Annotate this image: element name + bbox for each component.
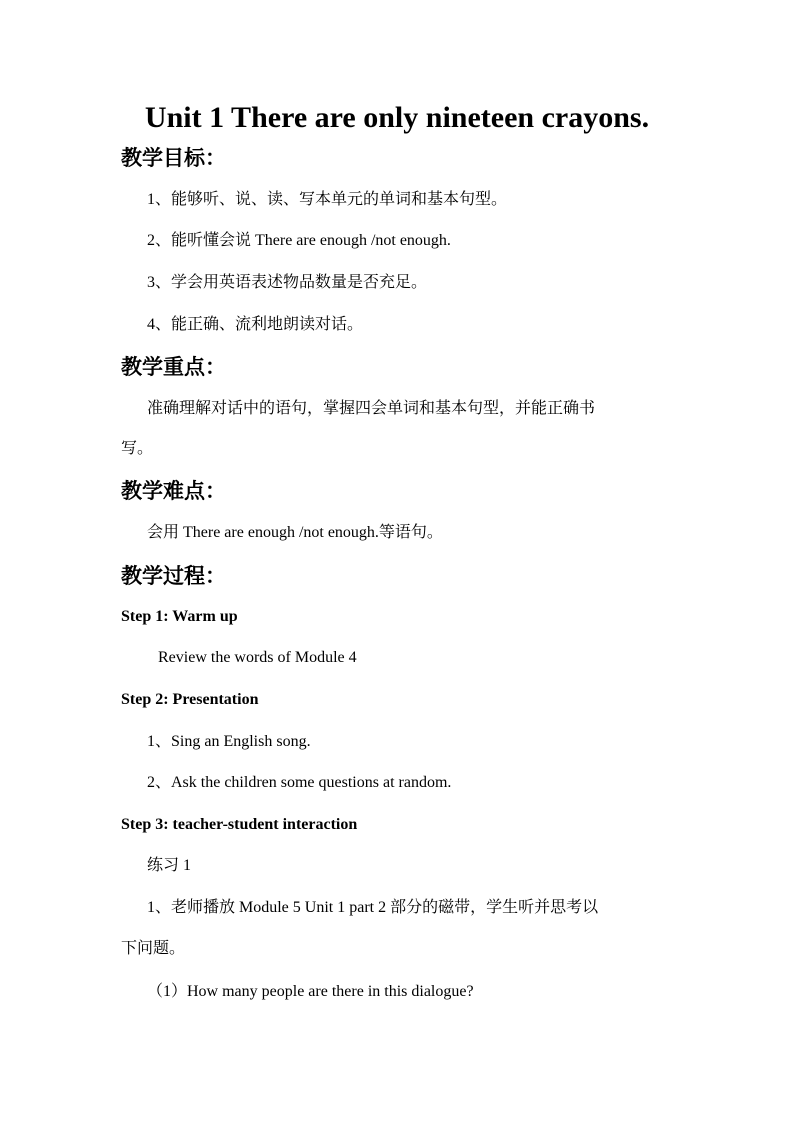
difficulties-text: 会用 There are enough /not enough.等语句。: [147, 524, 443, 541]
page-title: Unit 1 There are only nineteen crayons.: [144, 101, 650, 134]
exercise-label: 练习 1: [147, 857, 192, 874]
step1-title: Step 1: Warm up: [121, 608, 238, 625]
key-points-text-line2: 写。: [121, 440, 154, 457]
objective-item: 2、能听懂会说 There are enough /not enough.: [147, 232, 451, 249]
key-points-text-line1: 准确理解对话中的语句，掌握四会单词和基本句型，并能正确书: [147, 400, 596, 417]
step3-item1-line1: 1、老师播放 Module 5 Unit 1 part 2 部分的磁带，学生听并思考以: [147, 899, 599, 916]
step2-item: 1、Sing an English song.: [147, 733, 311, 750]
objectives-heading: 教学目标：: [121, 146, 226, 170]
step2-title: Step 2: Presentation: [121, 691, 259, 708]
difficulties-heading: 教学难点：: [121, 479, 226, 503]
step1-text: Review the words of Module 4: [158, 649, 357, 666]
question-item: （1）How many people are there in this dialogue?: [147, 983, 474, 1000]
step3-item1-line2: 下问题。: [121, 940, 186, 957]
process-heading: 教学过程：: [121, 564, 226, 588]
step3-title: Step 3: teacher-student interaction: [121, 816, 358, 833]
key-points-heading: 教学重点：: [121, 355, 226, 379]
objective-item: 3、学会用英语表述物品数量是否充足。: [147, 274, 428, 291]
step2-item: 2、Ask the children some questions at random.: [147, 774, 452, 791]
objective-item: 1、能够听、说、读、写本单元的单词和基本句型。: [147, 191, 508, 208]
objective-item: 4、能正确、流利地朗读对话。: [147, 316, 364, 333]
